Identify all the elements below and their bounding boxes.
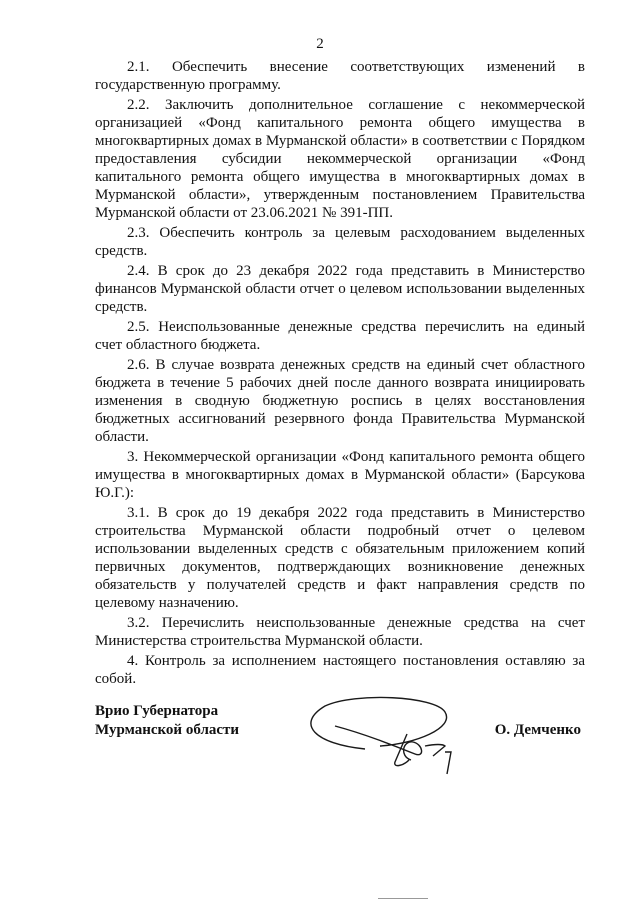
document-body bbox=[95, 58, 585, 690]
signature-block bbox=[95, 702, 585, 792]
paragraph-2-6: 2.6. В случае возврата денежных средств на единый счет областного бюджета в течение 5 рабочих дней после данного возврата инициировать изменения в сводную бюджетную роспись в целях восстановления бюджетных ассигнований резервного фонда Правительства Мурманской области. bbox=[95, 357, 585, 445]
signer-title-line-2: Мурманской области bbox=[95, 722, 240, 738]
paragraph-2-3: 2.3. Обеспечить контроль за целевым расходованием выделенных средств. bbox=[95, 225, 585, 259]
signer-title-line-1: Врио Губернатора bbox=[95, 703, 219, 719]
paragraph-2-1: 2.1. Обеспечить внесение соответствующих изменений в государственную программу. bbox=[95, 59, 585, 93]
paragraph-3-2: 3.2. Перечислить неиспользованные денежные средства на счет Министерства строительства Мурманской области. bbox=[95, 615, 585, 649]
signer-title bbox=[95, 702, 239, 740]
paragraph-3: 3. Некоммерческой организации «Фонд капитального ремонта общего имущества в многоквартирных домах в Мурманской области» (Барсукова Ю.Г.): bbox=[95, 449, 585, 501]
paragraph-2-5: 2.5. Неиспользованные денежные средства перечислить на единый счет областного бюджета. bbox=[95, 319, 585, 353]
signer-name: О. Демченко bbox=[494, 722, 581, 738]
handwritten-signature bbox=[295, 694, 485, 789]
page-number: 2 bbox=[316, 36, 324, 52]
bottom-divider bbox=[378, 898, 428, 899]
paragraph-3-1: 3.1. В срок до 19 декабря 2022 года представить в Министерство строительства Мурманской области подробный отчет о целевом использовании выделенных средств с обязательным приложением копий первичных документов, подтверждающих возникновение денежных обязательств у получателей средств и факт направления средств по целевому назначению. bbox=[95, 505, 585, 611]
paragraph-2-2: 2.2. Заключить дополнительное соглашение с некоммерческой организацией «Фонд капитального ремонта общего имущества в многоквартирных домах в Мурманской области» в соответствии с Порядком предоставления субсидии некоммерческой организации «Фонд капитального ремонта общего имущества в многоквартирных домах в Мурманской области», утвержденным постановлением Правительства Мурманской области от 23.06.2021 № 391-ПП. bbox=[95, 97, 585, 221]
paragraph-4: 4. Контроль за исполнением настоящего постановления оставляю за собой. bbox=[95, 653, 585, 687]
paragraph-2-4: 2.4. В срок до 23 декабря 2022 года представить в Министерство финансов Мурманской области отчет о целевом использовании выделенных средств. bbox=[95, 263, 585, 315]
